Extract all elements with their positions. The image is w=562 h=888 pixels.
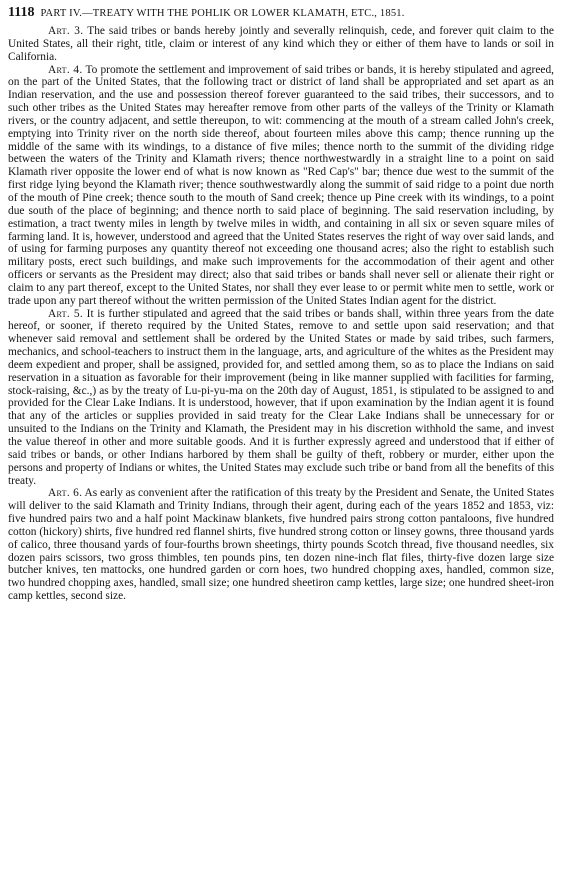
article-6 — [8, 487, 554, 603]
article-3 — [8, 25, 554, 64]
article-text: It is further stipulated and agreed that the said tribes or bands shall, within three years from the date hereof, or sooner, if thereto required by the United States, remove to and settle upon said reservation; and that whenever said removal and settlement shall be ordered by the United States or made by said tribes, such farmers, mechanics, and school-teachers to instruct them in the language, arts, and agriculture of the whites as the President may deem expedient and proper, shall be assigned, provided for, and settled among them, so as to place the Indians on said reservation in a situation as favorable for their improvement (being in like manner supplied with facilities for farming, stock-raising, &c.,) as by the treaty of Lu-pi-yu-ma on the 20th day of August, 1851, is stipulated to be assigned to and provided for the Clear Lake Indians. It is understood, however, that if upon examination by the Indian agent it is found that any of the articles or supplies provided in said treaty for the Clear Lake Indians shall be unnecessary for or unsuited to the Indians on the Trinity and Klamath, the President may in his discretion withhold the same, and invest the value thereof in other and more suitable goods. And it is further expressly agreed and understood that if either of said tribes or bands, or other Indians harbored by them shall be guilty of theft, robbery or murder, either upon the persons and property of Indians or whites, the United States may exclude such tribe or band from all the benefits of this treaty. — [8, 307, 554, 487]
page-number: 1118 — [8, 5, 35, 20]
article-4 — [8, 64, 554, 308]
treaty-text — [8, 25, 554, 603]
article-text: The said tribes or bands hereby jointly and severally relinquish, cede, and forever quit claim to the United States, all their right, title, claim or interest of any kind which they or either of them have to lands or soil in California. — [8, 25, 554, 63]
article-label: Art. 6. — [48, 487, 83, 500]
page-header — [8, 5, 554, 25]
article-label: Art. 5. — [48, 307, 84, 320]
article-label: Art. 3. — [48, 25, 84, 37]
article-label: Art. 4. — [48, 63, 83, 76]
running-head: PART IV.—TREATY WITH THE POHLIK OR LOWER KLAMATH, ETC., 1851. — [40, 8, 405, 19]
article-text: As early as convenient after the ratification of this treaty by the President and Senate, the United States will deliver to the said Klamath and Trinity Indians, through their agent, during each of the years 1852 and 1853, viz: five hundred pairs two and a half point Mackinaw blankets, five hundred pairs strong cotton pantaloons, five hundred cotton (hickory) shirts, five hundred red flannel shirts, five hundred strong cotton or linsey gowns, three thousand yards of calico, three thousand yards of four-fourths brown sheetings, thirty pounds Scotch thread, five thousand needles, six dozen pairs scissors, two gross thimbles, ten pounds pins, ten dozen nine-inch flat files, thirty-five dozen large size butcher knives, ten mattocks, one hundred garden or corn hoes, two hundred chopping axes, handled, common size, two hundred chopping axes, handled, small size; one hundred sheetiron camp kettles, large size; one hundred sheet-iron camp kettles, second size. — [8, 487, 554, 603]
article-text: To promote the settlement and improvement of said tribes or bands, it is hereby stipulated and agreed, on the part of the United States, that the following tract or district of land shall be appropriated and set apart as an Indian reservation, and the use and possession thereof forever guaranteed to the said tribes, their successors, and to such other tribes as the United States may hereafter remove from other parts of the valleys of the Trinity or Klamath rivers, or the country adjacent, and settle thereupon, to wit: commencing at the mouth of a stream called John's creek, emptying into Trinity river on the north side thereof, about fourteen miles above this camp; thence running up the middle of the same with its windings, to a distance of five miles; thence north to the summit of the dividing ridge between the waters of the Trinity and Klamath rivers; thence northwestwardly in a straight line to a point on said Klamath river opposite the lower end of what is now known as "Red Cap's" bar; thence due west to the summit of the first ridge lying beyond the Klamath river; thence southwestwardly along the summit of said ridge to a point due north of the mouth of Pine creek; thence south to the mouth of Sand creek; thence up Pine creek with its windings, to a point due south of the place of beginning; and thence north to said place of beginning. The said reservation including, by estimation, a tract twenty miles in length by twelve miles in width, and containing in all six or seven square miles of farming land. It is, however, understood and agreed that the United States reserves the right of way over said lands, and of using for farming purposes any quantity thereof not exceeding one thousand acres; also the right to establish such military posts, erect such buildings, and make such improvements for the accommodation of their agent and other officers or servants as the President may direct; also that said tribes or bands shall never sell or alienate their right or claim to any part thereof, except to the United States, nor shall they ever lease to or permit white men to settle, work or trade upon any part thereof without the written permission of the United States Indian agent for the district. — [8, 63, 554, 307]
article-5 — [8, 308, 554, 488]
